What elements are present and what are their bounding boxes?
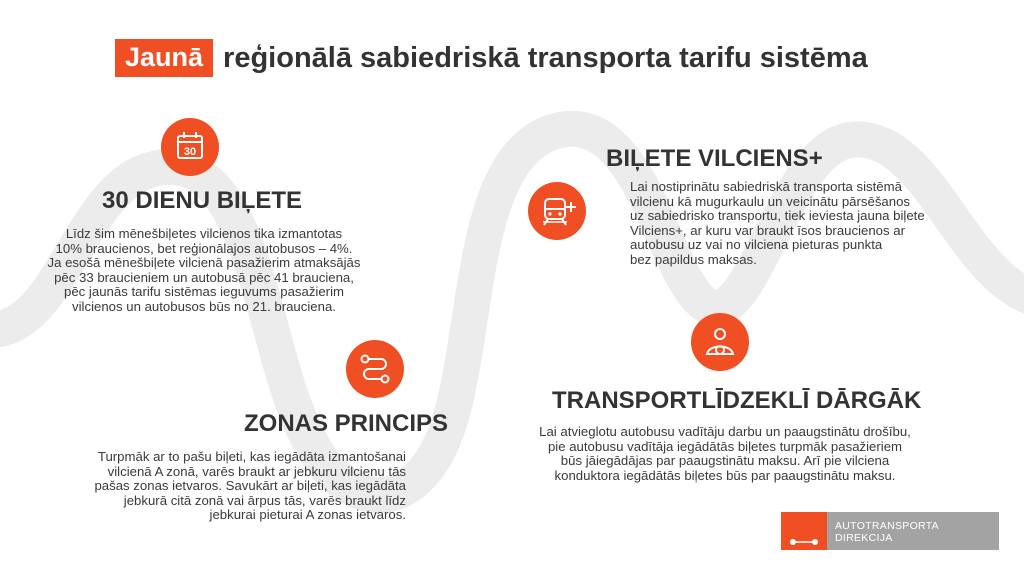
calendar-icon-number: 30 [183, 146, 197, 158]
transport-body: Lai atvieglotu autobusu vadītāju darbu un paaugstinātu drošību, pie autobusu vadītāja iegādātās biļetes turpmāk pasažieriem būs jāiegādājas par paaugstinātu maksu. Arī pie vilciena konduktora iegādātās biļetes būs par paaugstinātu maksu. [539, 424, 911, 483]
transport-heading: TRANSPORTLĪDZEKLĪ DĀRGĀK [552, 387, 922, 414]
dienu-heading: 30 DIENU BIĻETE [102, 187, 303, 214]
dienu-body: Līdz šim mēnešbiļetes vilcienos tika izmantotas 10% braucienos, bet reģionālajos autobusos – 4%. Ja esošā mēnešbiļete vilcienā pasažierim atmaksājās pēc 33 braucieniem un autobusā pēc 41 brauciena, pēc jaunās tarifu sistēmas ieguvums pasažierim vilcienos un autobusos būs no 21. brauciena. [47, 226, 361, 314]
page-title [115, 38, 868, 78]
logo-text: AUTOTRANSPORTA DIREKCIJA [827, 512, 999, 550]
logo-bus-icon [781, 512, 827, 550]
logo [781, 512, 999, 550]
zonas-body: Turpmāk ar to pašu biļeti, kas iegādāta izmantošanai vilcienā A zonā, varēs braukt ar jebkuru vilcienu tās pašas zonas ietvaros. Savukārt ar biļeti, kas iegādāta jebkurā citā zonā vai ārpus tās, varēs braukt līdz jebkurai pieturai A zonas ietvaros. [94, 449, 406, 523]
title-badge: Jaunā [115, 39, 213, 77]
vilciens-body: Lai nostiprinātu sabiedriskā transporta sistēmā vilcienu kā mugurkaulu un veicinātu pārsēšanos uz sabiedrisko transportu, tiek ieviesta jauna biļete Vilciens+, ar kuru var braukt īsos braucienos ar autobusu uz vai no vilciena pieturas punkta bez papildus maksas. [630, 179, 925, 267]
driver-icon [691, 313, 749, 371]
title-text: reģionālā sabiedriskā transporta tarifu sistēma [223, 42, 868, 74]
calendar-icon [161, 118, 219, 176]
route-icon [346, 340, 404, 398]
zonas-heading: ZONAS PRINCIPS [244, 410, 449, 437]
train-plus-icon [528, 182, 586, 240]
vilciens-heading: BIĻETE VILCIENS+ [606, 145, 823, 172]
